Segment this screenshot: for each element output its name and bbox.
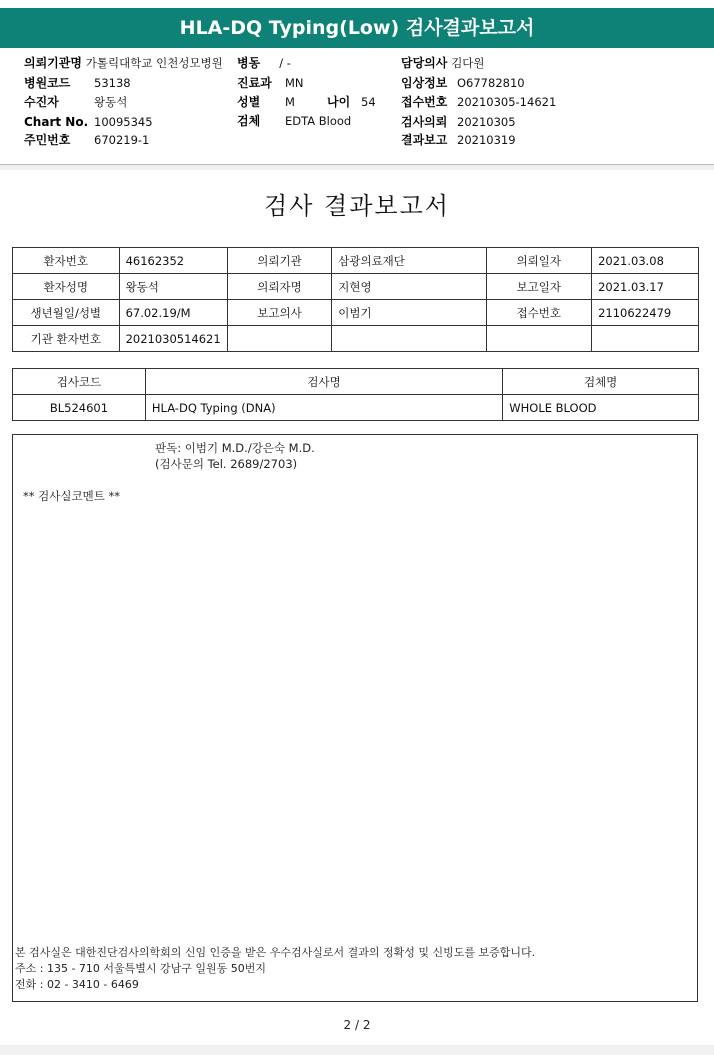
table-header: 검사코드: [13, 369, 146, 395]
rrn-label: 주민번호: [24, 133, 71, 147]
table-cell: 의뢰일자: [486, 248, 592, 274]
rrn-value: 670219-1: [94, 133, 150, 147]
receipt-value: 20210305-14621: [457, 95, 557, 109]
table-cell: 지현영: [332, 274, 486, 300]
patient-label: 수진자: [24, 95, 59, 109]
table-cell: 2021030514621: [119, 326, 227, 352]
request-label: 검사의뢰: [401, 115, 448, 129]
age-label: 나이: [327, 95, 351, 109]
table-cell: BL524601: [13, 395, 146, 421]
table-cell: 왕동석: [119, 274, 227, 300]
institution-value: 가톨릭대학교 인천성모병원: [85, 56, 223, 70]
report-value: 20210319: [457, 133, 516, 147]
request-value: 20210305: [457, 115, 516, 129]
table-cell: [227, 326, 332, 352]
table-header: 검체명: [503, 369, 699, 395]
specimen-value: EDTA Blood: [285, 114, 352, 128]
table-cell: [486, 326, 592, 352]
top-strip: [0, 0, 714, 8]
certification-text: 본 검사실은 대한진단검사의학회의 신임 인증을 받은 우수검사실로서 결과의 정확성 및 신빙도를 보증합니다.: [15, 946, 536, 959]
table-row: [13, 395, 699, 421]
dept-value: MN: [285, 76, 304, 90]
dept-label: 진료과: [237, 76, 272, 90]
table-cell: 보고의사: [227, 300, 332, 326]
table-cell: 환자성명: [13, 274, 120, 300]
report-label: 결과보고: [401, 133, 448, 147]
table-header: 검사명: [145, 369, 502, 395]
patient-info-panel: [0, 48, 714, 165]
institution-label: 의뢰기관명: [24, 56, 82, 70]
table-cell: 접수번호: [486, 300, 592, 326]
table-cell: 67.02.19/M: [119, 300, 227, 326]
page-indicator: 2 / 2: [343, 1018, 371, 1032]
report-paper: [0, 170, 714, 1045]
hospital-code-label: 병원코드: [24, 76, 71, 90]
patient-table: [12, 247, 699, 352]
table-cell: 의뢰기관: [227, 248, 332, 274]
table-cell: HLA-DQ Typing (DNA): [145, 395, 502, 421]
table-cell: 2110622479: [592, 300, 699, 326]
inquiry-text: (검사문의 Tel. 2689/2703): [155, 457, 298, 471]
table-cell: [592, 326, 699, 352]
table-header-row: [13, 369, 699, 395]
report-title-bar: HLA-DQ Typing(Low) 검사결과보고서: [0, 8, 714, 48]
clinical-value: O67782810: [457, 76, 525, 90]
table-row: [13, 326, 699, 352]
sex-label: 성별: [237, 95, 261, 109]
hospital-code-value: 53138: [94, 76, 131, 90]
table-cell: WHOLE BLOOD: [503, 395, 699, 421]
sex-value: M: [285, 95, 295, 109]
ward-value: / -: [279, 56, 291, 70]
reader-text: 판독: 이범기 M.D./강은숙 M.D.: [155, 441, 315, 455]
chart-label: Chart No.: [24, 115, 89, 129]
patient-value: 왕동석: [94, 95, 128, 109]
table-cell: 삼광의료재단: [332, 248, 486, 274]
table-row: [13, 248, 699, 274]
table-row: [13, 274, 699, 300]
table-cell: 의뢰자명: [227, 274, 332, 300]
phone-text: 전화 : 02 - 3410 - 6469: [15, 978, 139, 991]
table-cell: 46162352: [119, 248, 227, 274]
doctor-value: 김다원: [451, 56, 485, 70]
table-cell: 환자번호: [13, 248, 120, 274]
address-text: 주소 : 135 - 710 서울특별시 강남구 일원동 50번지: [15, 962, 267, 975]
table-cell: 2021.03.08: [592, 248, 699, 274]
table-cell: 기관 환자번호: [13, 326, 120, 352]
doctor-label: 담당의사: [401, 56, 448, 70]
ward-label: 병동: [237, 56, 261, 70]
table-cell: [332, 326, 486, 352]
table-cell: 이범기: [332, 300, 486, 326]
result-box: [12, 434, 698, 1002]
table-cell: 2021.03.17: [592, 274, 699, 300]
clinical-label: 임상정보: [401, 76, 448, 90]
document-title: 검사 결과보고서: [264, 192, 450, 220]
chart-value: 10095345: [94, 115, 153, 129]
lab-comment-heading: ** 검사실코멘트 **: [23, 489, 120, 503]
table-cell: 생년월일/성별: [13, 300, 120, 326]
receipt-label: 접수번호: [401, 95, 448, 109]
table-cell: 보고일자: [486, 274, 592, 300]
table-row: [13, 300, 699, 326]
test-table: [12, 368, 699, 421]
age-value: 54: [361, 95, 376, 109]
specimen-label: 검체: [237, 114, 261, 128]
